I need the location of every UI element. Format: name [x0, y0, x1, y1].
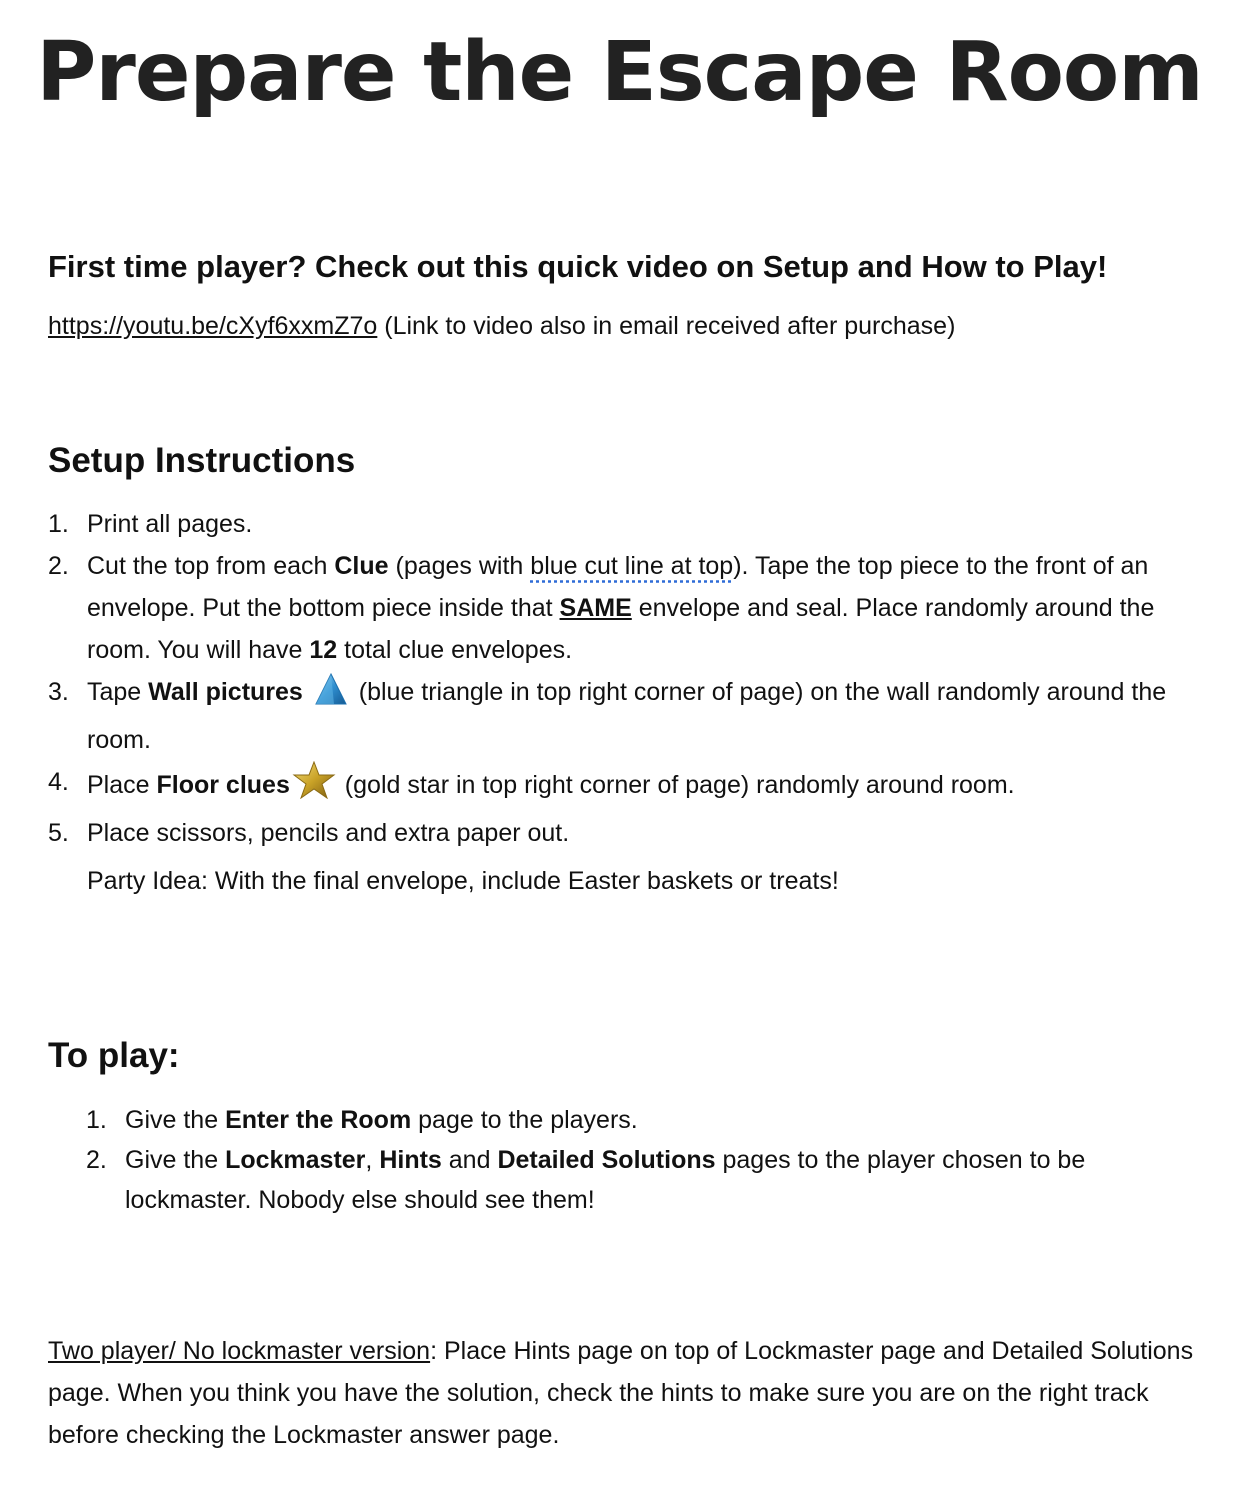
step-bold-text: Lockmaster: [225, 1146, 366, 1174]
step-text: Print all pages.: [87, 510, 253, 538]
gold-star-icon: [292, 761, 336, 812]
step-bold-text: Floor clues: [156, 771, 290, 799]
video-link[interactable]: https://youtu.be/cXyf6xxmZ7o: [48, 312, 378, 340]
step-text: page to the players.: [411, 1106, 638, 1134]
list-item: [48, 761, 1208, 812]
step-text: total clue envelopes.: [337, 636, 573, 664]
step-text: ,: [365, 1146, 380, 1174]
step-bold-underlined-text: SAME: [559, 594, 632, 622]
play-steps-list: [86, 1100, 1196, 1220]
list-item: [48, 545, 1208, 671]
step-text: Give the: [125, 1146, 226, 1174]
setup-steps-list: [48, 503, 1208, 854]
step-number: 3.: [48, 678, 69, 706]
step-number: 2.: [86, 1146, 107, 1174]
step-number: 4.: [48, 768, 69, 796]
step-text: (blue triangle in top right corner of page) on the wall randomly around the room.: [87, 678, 1167, 754]
play-heading: To play:: [48, 1036, 180, 1075]
step-text: ). Tape the top piece to the front of an envelope. Put the bottom piece inside that: [87, 552, 1149, 622]
page-title: Prepare the Escape Room: [36, 25, 1203, 120]
video-link-note: (Link to video also in email received after purchase): [377, 312, 956, 340]
step-number: 1.: [48, 510, 69, 538]
video-link-paragraph: [48, 305, 1208, 347]
step-bold-text: Detailed Solutions: [497, 1146, 716, 1174]
list-item: [48, 671, 1208, 761]
step-text: pages to the player chosen to be lockmaster. Nobody else should see them!: [125, 1146, 1086, 1214]
step-text: (pages with: [388, 552, 531, 580]
two-player-label: Two player/ No lockmaster version: [48, 1337, 431, 1365]
step-number: 1.: [86, 1106, 107, 1134]
step-number: 2.: [48, 552, 69, 580]
two-player-paragraph: [48, 1330, 1208, 1456]
step-text: Tape: [87, 678, 149, 706]
list-item: [48, 503, 1208, 545]
step-bold-text: 12: [309, 636, 338, 664]
step-text: envelope and seal. Place randomly around the room. You will have: [87, 594, 1155, 664]
step-bold-text: Clue: [334, 552, 389, 580]
step-number: 5.: [48, 819, 69, 847]
list-item: [86, 1100, 1196, 1140]
first-time-heading: First time player? Check out this quick video on Setup and How to Play!: [48, 249, 1108, 284]
step-text: (gold star in top right corner of page) randomly around room.: [337, 771, 1015, 799]
step-text: Give the: [125, 1106, 226, 1134]
step-text: Place scissors, pencils and extra paper out.: [87, 819, 570, 847]
two-player-text: : Place Hints page on top of Lockmaster page and Detailed Solutions page. When you think you have the solution, check the hints to make sure you are on the right track before checking the Lockmaster answer page.: [48, 1337, 1194, 1449]
step-bold-text: Enter the Room: [225, 1106, 412, 1134]
step-bold-text: Hints: [379, 1146, 442, 1174]
blue-triangle-icon: [314, 672, 348, 719]
party-idea-text: Party Idea: With the final envelope, include Easter baskets or treats!: [87, 867, 839, 895]
list-item: [86, 1140, 1196, 1220]
step-bold-text: Wall pictures: [148, 678, 303, 706]
setup-heading: Setup Instructions: [48, 441, 356, 480]
step-dotted-text: blue cut line at top: [530, 552, 734, 580]
step-text: and: [441, 1146, 498, 1174]
step-text: Cut the top from each: [87, 552, 335, 580]
list-item: [48, 812, 1208, 854]
step-text: Place: [87, 771, 157, 799]
